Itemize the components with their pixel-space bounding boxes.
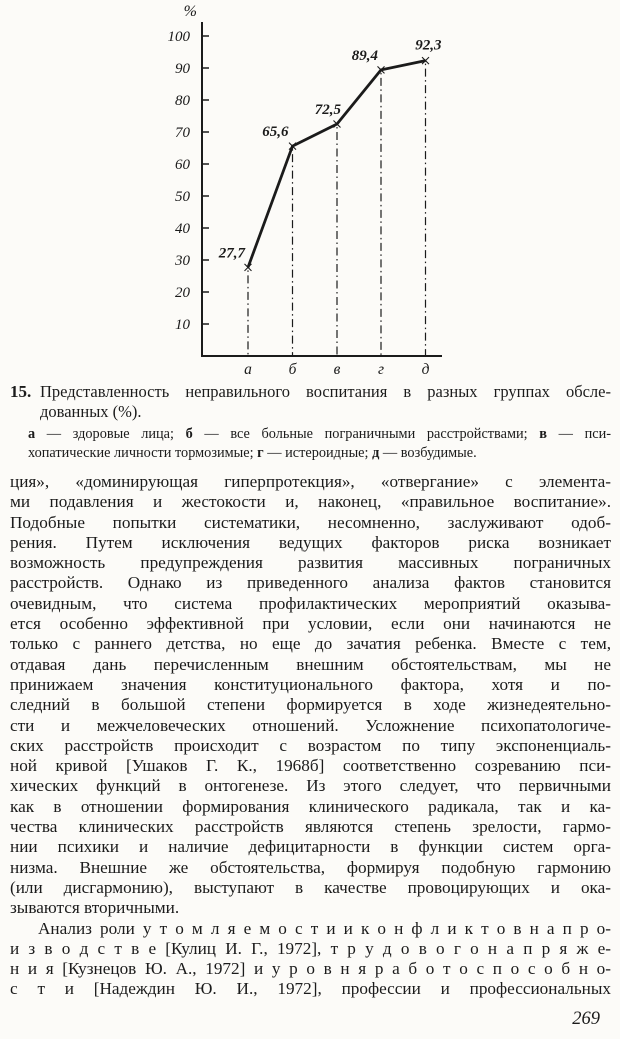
svg-text:10: 10 — [175, 317, 190, 333]
text-line: рения. Путем исключения ведущих факторов риска возникает — [10, 532, 611, 552]
svg-text:г: г — [377, 361, 385, 378]
text-line: н и я [Кузнецов Ю. А., 1972] и у р о в н я р а б о т о с п о с о б н о- — [10, 959, 611, 979]
svg-text:д: д — [421, 361, 430, 378]
text-line: Подобные попытки систематики, несомненно, заслуживают одоб- — [10, 512, 611, 532]
text-line: ция», «доминирующая гиперпротекция», «отвергание» с элемента- — [10, 472, 611, 491]
figure-15 — [0, 0, 620, 463]
svg-text:72,5: 72,5 — [314, 102, 341, 118]
paragraph — [10, 472, 611, 919]
legend-line: а — здоровые лица; б — все больные пограничными расстройствами; в — пси- — [28, 426, 611, 442]
svg-text:б: б — [288, 361, 297, 378]
body-text — [10, 472, 611, 1000]
text-line: очевидным, что система профилактических мероприятий оказыва- — [10, 593, 611, 613]
svg-text:90: 90 — [175, 61, 190, 77]
text-line: отдавая дань перечисленным внешним обстоятельствам, мы не — [10, 654, 611, 674]
text-line: возможность предупреждения развития массивных пограничных — [10, 553, 611, 573]
figure-chart-svg — [0, 0, 620, 380]
svg-text:100: 100 — [167, 29, 190, 45]
text-line: (или дисгармонию), выступают в качестве провоцирующих и ока- — [10, 877, 611, 897]
svg-text:70: 70 — [175, 125, 190, 141]
text-line: сти и межчеловеческих отношений. Усложнение психопатологиче- — [10, 715, 611, 735]
text-line: как в отношении формирования клинического радикала, так и ка- — [10, 796, 611, 816]
figure-caption-text — [10, 382, 611, 421]
text-line: только с раннего детства, но еще до зачатия ребенка. Вместе с тем, — [10, 634, 611, 654]
svg-text:80: 80 — [175, 93, 190, 109]
paragraph — [10, 919, 611, 1000]
text-line: и з в о д с т в е [Кулиц И. Г., 1972], т р у д о в о г о н а п р я ж е- — [10, 938, 611, 958]
svg-text:92,3: 92,3 — [415, 37, 442, 54]
svg-text:30: 30 — [175, 253, 190, 269]
svg-text:в: в — [333, 361, 341, 378]
caption-line: Представленность неправильного воспитания в разных группах обсле- — [40, 382, 611, 401]
svg-text:65,6: 65,6 — [262, 124, 289, 141]
svg-text:20: 20 — [175, 285, 190, 301]
text-line: хических функций в онтогенезе. Из этого следует, что первичными — [10, 776, 611, 796]
caption-line: дованных (%). — [40, 401, 142, 421]
figure-caption — [0, 382, 620, 463]
text-line: расстройств. Однако из приведенного анализа фактов становится — [10, 573, 611, 593]
svg-text:89,4: 89,4 — [351, 47, 378, 64]
text-line: ной кривой [Ушаков Г. К., 1968б] соответственно созреванию пси- — [10, 756, 611, 776]
text-line: Анализ роли у т о м л я е м о с т и и к о н ф л и к т о в н а п р о- — [38, 918, 611, 938]
text-line: с т и [Надеждин Ю. И., 1972], профессии и профессиональных — [10, 979, 611, 999]
figure-number: 15. — [10, 382, 32, 401]
svg-text:40: 40 — [175, 221, 190, 237]
text-line: зываются вторичными. — [10, 898, 180, 918]
text-line: следний в большой степени формируется в ходе жизнедеятельно- — [10, 695, 611, 715]
text-line: ских расстройств происходит с возрастом по типу экспоненциаль- — [10, 735, 611, 755]
figure-legend — [28, 425, 611, 463]
svg-text:%: % — [183, 3, 197, 20]
text-line: принижаем значения конституционального фактора, хотя и по- — [10, 674, 611, 694]
figure-chart — [0, 0, 620, 380]
text-line: чества клинических расстройств являются степень зрелости, гармо- — [10, 817, 611, 837]
text-line: ми подавления и жестокости и, наконец, «правильное воспитание». — [10, 492, 611, 512]
page-number: 269 — [572, 1009, 600, 1029]
legend-line: хопатические личности тормозимые; г — истероидные; д — возбудимые. — [28, 445, 477, 461]
text-line: ется особенно эффективной при условии, если они начинаются не — [10, 614, 611, 634]
svg-text:50: 50 — [175, 189, 190, 205]
svg-text:а: а — [244, 361, 252, 378]
text-line: низма. Внешние же обстоятельства, формируя подобную гармонию — [10, 857, 611, 877]
text-line: нии психики и наличие дефицитарности в функции систем орга- — [10, 837, 611, 857]
svg-text:60: 60 — [175, 157, 190, 173]
svg-text:27,7: 27,7 — [218, 245, 245, 262]
